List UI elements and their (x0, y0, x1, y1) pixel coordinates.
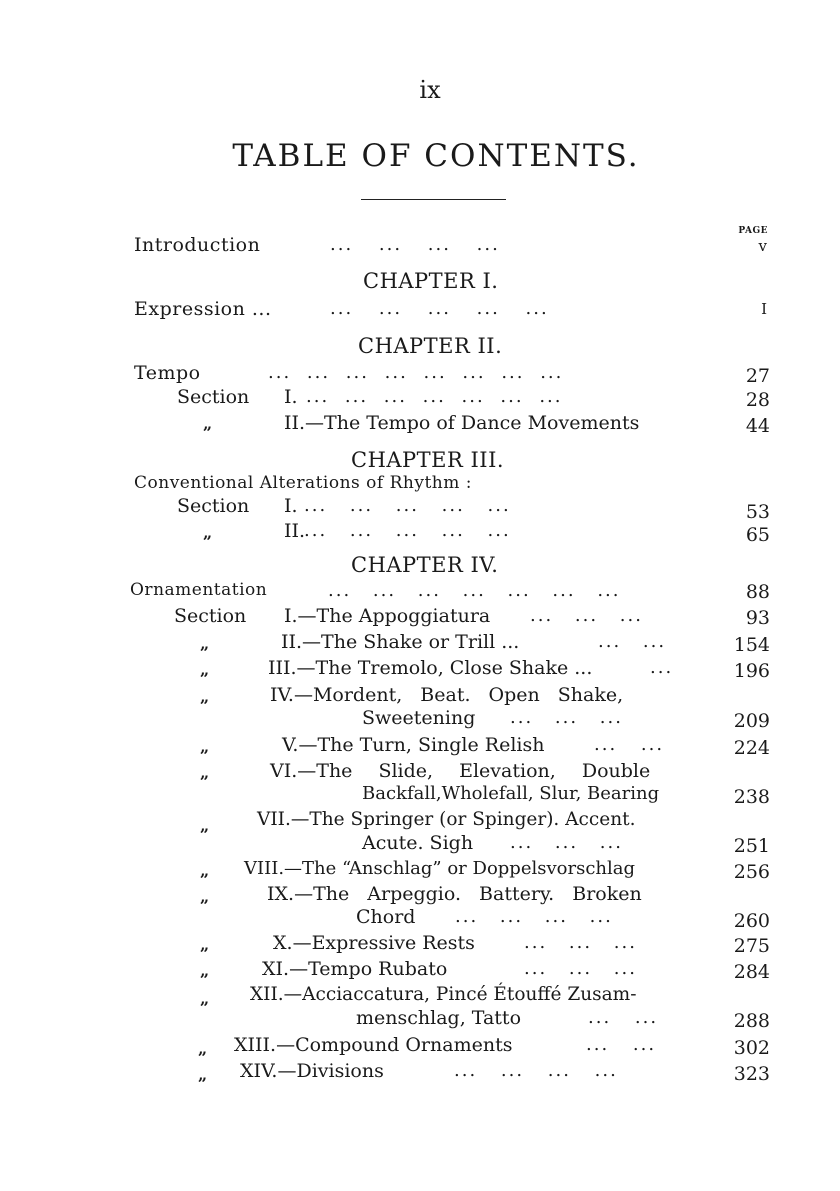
page-title: TABLE OF CONTENTS. (232, 138, 640, 174)
ch4-ditto-mark: „ (200, 935, 210, 954)
chapter-1-heading: CHAPTER I. (363, 269, 499, 293)
ch4-ditto-mark: „ (198, 1065, 208, 1084)
ch4-section-5-dots: ... ... (594, 734, 665, 755)
ch3-section-1-num[interactable]: I. (284, 495, 298, 517)
chapter-4-page[interactable]: 88 (745, 581, 770, 603)
ch4-section-1-page[interactable]: 93 (745, 607, 770, 629)
ch4-section-1-dots: ... ... ... (530, 605, 643, 626)
ch4-section-5-title[interactable]: V.—The Turn, Single Relish (282, 734, 545, 756)
chapter-4-heading: CHAPTER IV. (351, 553, 499, 577)
ch4-ditto-mark: „ (198, 1039, 208, 1058)
ch2-section-2-title[interactable]: II.—The Tempo of Dance Movements (284, 412, 640, 434)
ch4-section-8-page[interactable]: 256 (733, 861, 770, 883)
ch4-section-13-title[interactable]: XIII.—Compound Ornaments (234, 1034, 513, 1056)
ch4-ditto-mark: „ (200, 861, 210, 880)
ch4-section-4-continued: Sweetening (362, 707, 476, 729)
ch4-ditto-mark: „ (200, 816, 210, 835)
ch4-section-6-title[interactable]: VI.—The Slide, Elevation, Double (270, 760, 651, 782)
ch4-section-8-title[interactable]: VIII.—The “Anschlag” or Doppelsvorschlag (244, 858, 635, 879)
ch4-section-13-page[interactable]: 302 (733, 1037, 770, 1059)
ch4-ditto-mark: „ (200, 737, 210, 756)
ch2-section-2-page[interactable]: 44 (745, 415, 770, 437)
ch4-section-3-title[interactable]: III.—The Tremolo, Close Shake ... (268, 657, 593, 679)
ch4-section-7-dots: ... ... ... (510, 832, 623, 853)
ch4-section-12-continued: menschlag, Tatto (356, 1007, 522, 1029)
ch4-ditto-mark: „ (200, 660, 210, 679)
chapter-1-title[interactable]: Expression ... (134, 298, 272, 320)
ch4-ditto-mark: „ (200, 634, 210, 653)
ch4-section-11-dots: ... ... ... (524, 958, 637, 979)
ch3-section-2-num[interactable]: II. (284, 520, 306, 542)
ch4-section-10-dots: ... ... ... (524, 932, 637, 953)
ch4-ditto-mark: „ (200, 961, 210, 980)
ch4-section-4-title[interactable]: IV.—Mordent, Beat. Open Shake, (270, 684, 624, 706)
toc-introduction-dots: ... ... ... ... (330, 234, 500, 255)
chapter-2-title[interactable]: Tempo (134, 362, 201, 384)
ch4-section-6-page[interactable]: 238 (733, 786, 770, 808)
ch4-ditto-mark: „ (200, 763, 210, 782)
ch4-section-14-title[interactable]: XIV.—Divisions (240, 1060, 384, 1082)
chapter-2-heading: CHAPTER II. (358, 334, 503, 358)
ch4-section-14-page[interactable]: 323 (733, 1063, 770, 1085)
ch4-section-11-title[interactable]: XI.—Tempo Rubato (262, 958, 448, 980)
ch4-ditto-mark: „ (200, 887, 210, 906)
ch3-ditto-mark: „ (203, 523, 213, 542)
ch4-section-9-dots: ... ... ... ... (455, 906, 613, 927)
ch4-section-10-title[interactable]: X.—Expressive Rests (273, 932, 475, 954)
ch4-section-9-continued: Chord (356, 906, 416, 928)
ch4-section-1-title[interactable]: I.—The Appoggiatura (284, 605, 491, 627)
ch4-section-13-dots: ... ... (586, 1034, 657, 1055)
chapter-1-page[interactable]: I (761, 300, 767, 318)
ch4-section-4-dots: ... ... ... (510, 707, 623, 728)
chapter-3-title[interactable]: Conventional Alterations of Rhythm : (134, 473, 472, 493)
ch4-section-7-page[interactable]: 251 (733, 835, 770, 857)
ch4-section-7-title[interactable]: VII.—The Springer (or Spinger). Accent. (257, 809, 636, 830)
ch4-section-12-page[interactable]: 288 (733, 1010, 770, 1032)
page-number: ix (419, 76, 441, 104)
ch2-ditto-mark: „ (203, 414, 213, 433)
chapter-4-dots: ... ... ... ... ... ... ... (328, 580, 621, 601)
toc-introduction-page[interactable]: v (758, 237, 767, 255)
ch4-section-2-dots: ... ... (598, 631, 667, 652)
title-rule (361, 199, 506, 200)
ch4-ditto-mark: „ (200, 989, 210, 1008)
ch3-section-2-page[interactable]: 65 (745, 524, 770, 546)
ch3-section-1-page[interactable]: 53 (745, 501, 770, 523)
ch4-section-9-page[interactable]: 260 (733, 910, 770, 932)
ch4-section-3-page[interactable]: 196 (733, 660, 770, 682)
ch4-ditto-mark: „ (200, 687, 210, 706)
ch4-section-12-title[interactable]: XII.—Acciaccatura, Pincé Étouffé Zusam- (250, 984, 637, 1005)
ch4-section-3-dots: ... (650, 657, 674, 678)
ch4-section-11-page[interactable]: 284 (733, 961, 770, 983)
ch3-section-1-dots: ... ... ... ... ... (304, 495, 511, 516)
page-column-heading: PAGE (738, 226, 768, 236)
ch4-section-5-page[interactable]: 224 (733, 737, 770, 759)
ch4-section-mark: Section (174, 605, 247, 627)
ch4-section-9-title[interactable]: IX.—The Arpeggio. Battery. Broken (267, 883, 642, 905)
ch4-section-2-title[interactable]: II.—The Shake or Trill ... (281, 631, 520, 653)
chapter-1-dots: ... ... ... ... ... (330, 298, 549, 319)
chapter-2-page[interactable]: 27 (745, 365, 770, 387)
ch4-section-4-page[interactable]: 209 (733, 710, 770, 732)
toc-introduction-label[interactable]: Introduction (134, 234, 261, 256)
ch2-section-1-num[interactable]: I. (284, 386, 298, 408)
ch3-section-mark: Section (177, 495, 250, 517)
ch4-section-7-continued: Acute. Sigh (362, 832, 474, 854)
ch4-section-6-continued: Backfall,Wholefall, Slur, Bearing (362, 783, 660, 804)
ch2-section-1-dots: ... ... ... ... ... ... ... (306, 386, 563, 407)
chapter-3-heading: CHAPTER III. (351, 448, 505, 472)
ch2-section-mark: Section (177, 386, 250, 408)
chapter-4-title[interactable]: Ornamentation (130, 580, 268, 600)
chapter-2-dots: ... ... ... ... ... ... ... ... (268, 362, 564, 383)
ch4-section-14-dots: ... ... ... ... (454, 1060, 618, 1081)
ch3-section-2-dots: ... ... ... ... ... (304, 520, 511, 541)
ch4-section-2-page[interactable]: 154 (733, 634, 770, 656)
ch4-section-12-dots: ... ... (588, 1007, 659, 1028)
ch2-section-1-page[interactable]: 28 (745, 389, 770, 411)
ch4-section-10-page[interactable]: 275 (733, 935, 770, 957)
